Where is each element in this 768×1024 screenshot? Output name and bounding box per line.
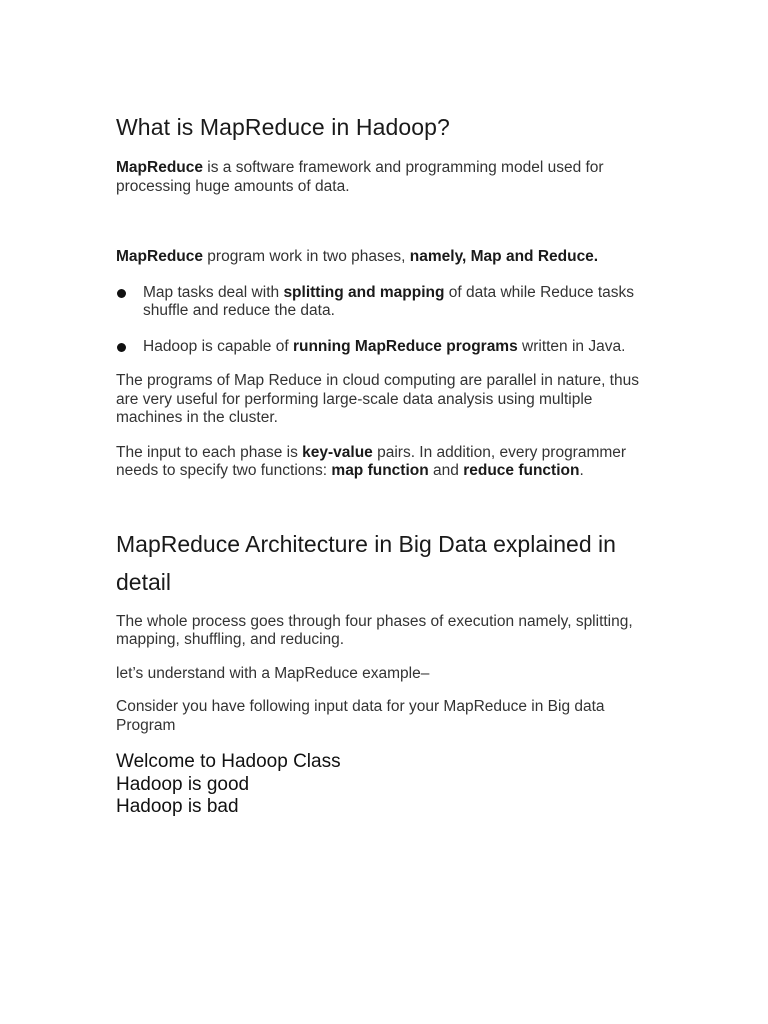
- paragraph-cloud-computing: The programs of Map Reduce in cloud computing are parallel in nature, thus are very useful for performing large-scale data analysis using multiple machines in the cluster.: [116, 372, 639, 426]
- bold-phrase: namely, Map and Reduce.: [409, 248, 599, 265]
- list-item-text: Hadoop is capable of: [143, 337, 293, 355]
- heading-architecture: MapReduce Architecture in Big Data explained in detail: [116, 530, 616, 595]
- list-item: [116, 284, 656, 321]
- paragraph-text: .: [579, 462, 584, 479]
- list-item-text: Map tasks deal with: [143, 283, 284, 301]
- paragraph-text: is a software framework and programming model used for processing huge amounts of data.: [116, 159, 604, 195]
- paragraph-text: program work in two phases,: [203, 248, 410, 265]
- list-item-text: written in Java.: [517, 337, 626, 355]
- paragraph-two-phases: [116, 248, 656, 267]
- bullet-list: [116, 284, 656, 357]
- paragraph-four-phases: The whole process goes through four phases of execution namely, splitting, mapping, shuffling, and reducing.: [116, 612, 633, 648]
- bold-term: MapReduce: [116, 159, 203, 176]
- document-page: [116, 112, 656, 819]
- input-data-block: [116, 751, 656, 819]
- bold-term: key-value: [302, 443, 373, 461]
- paragraph-example-intro: let’s understand with a MapReduce example–: [116, 664, 430, 682]
- bullet-dot-icon: [117, 343, 126, 352]
- input-data-line: Welcome to Hadoop Class: [116, 751, 341, 772]
- list-item: [116, 338, 656, 357]
- bold-phrase: splitting and mapping: [283, 283, 445, 301]
- paragraph-text: The input to each phase is: [116, 443, 303, 461]
- paragraph-mapreduce-definition: [116, 159, 656, 196]
- bullet-dot-icon: [117, 289, 126, 298]
- list-item-text: of data while Reduce tasks shuffle and reduce the data.: [143, 283, 635, 319]
- bold-phrase: running MapReduce programs: [292, 337, 518, 355]
- paragraph-key-value: [116, 444, 656, 481]
- paragraph-text: and: [428, 462, 464, 479]
- input-data-line: Hadoop is bad: [116, 796, 239, 817]
- paragraph-text: pairs. In addition, every programmer needs to specify two functions:: [116, 443, 627, 479]
- heading-what-is-mapreduce: What is MapReduce in Hadoop?: [116, 114, 450, 140]
- bold-term: reduce function: [463, 462, 580, 479]
- bold-term: map function: [331, 462, 429, 479]
- bold-term: MapReduce: [116, 248, 203, 265]
- input-data-line: Hadoop is good: [116, 773, 250, 795]
- paragraph-input-intro: Consider you have following input data for your MapReduce in Big data Program: [116, 698, 605, 734]
